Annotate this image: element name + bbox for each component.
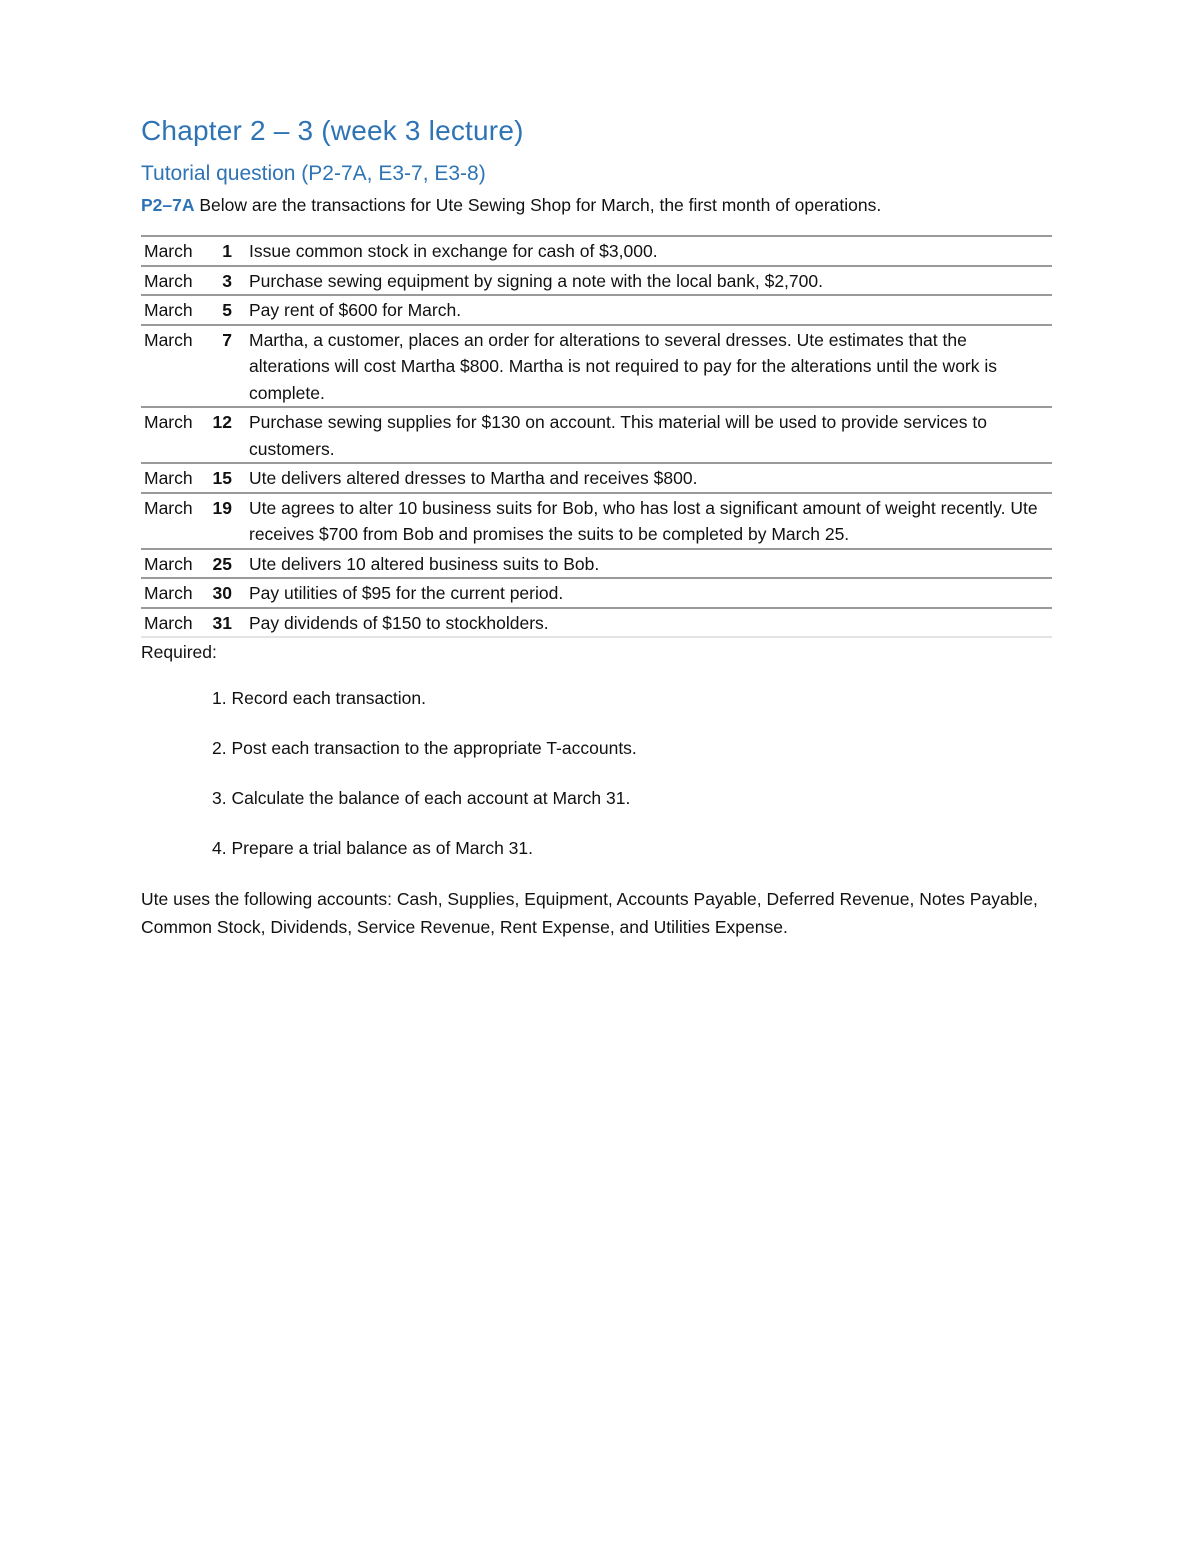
transaction-row <box>141 608 1052 638</box>
transaction-date <box>141 407 249 463</box>
transaction-day: 19 <box>212 497 232 518</box>
transaction-row <box>141 295 1052 325</box>
transaction-day: 31 <box>212 612 232 633</box>
transaction-month: March <box>144 270 193 291</box>
transaction-description: Martha, a customer, places an order for alterations to several dresses. Ute estimates that the alterations will cost Martha $800. Martha is not required to pay for the alterations until the work is complete. <box>249 329 998 403</box>
transaction-date <box>141 463 249 493</box>
transaction-row <box>141 493 1052 549</box>
problem-intro <box>141 192 1059 218</box>
step-item: 3. Calculate the balance of each account at March 31. <box>212 788 631 808</box>
required-label: Required: <box>141 642 217 662</box>
transaction-month: March <box>144 553 193 574</box>
transaction-row <box>141 325 1052 408</box>
transaction-date <box>141 549 249 579</box>
step-item: 2. Post each transaction to the appropriate T-accounts. <box>212 738 637 758</box>
transaction-row <box>141 236 1052 266</box>
transaction-date <box>141 325 249 408</box>
transaction-description: Purchase sewing equipment by signing a note with the local bank, $2,700. <box>249 270 823 291</box>
transaction-month: March <box>144 300 193 320</box>
transaction-date <box>141 578 249 608</box>
transaction-description: Pay rent of $600 for March. <box>249 300 462 320</box>
required-steps-list <box>141 685 1059 861</box>
transaction-month: March <box>144 412 193 432</box>
chapter-title: Chapter 2 – 3 (week 3 lecture) <box>141 115 524 146</box>
transaction-date <box>141 493 249 549</box>
transaction-row <box>141 549 1052 579</box>
transaction-date <box>141 295 249 325</box>
transaction-row <box>141 463 1052 493</box>
transaction-month: March <box>144 329 193 350</box>
problem-tag: P2–7A <box>141 195 195 215</box>
transaction-day: 15 <box>212 468 232 488</box>
transaction-description: Ute delivers altered dresses to Martha and receives $800. <box>249 468 698 488</box>
transaction-day: 3 <box>222 270 232 291</box>
transaction-day: 5 <box>222 300 232 320</box>
transaction-row <box>141 266 1052 296</box>
step-item: 1. Record each transaction. <box>212 688 427 708</box>
transactions-table <box>141 235 1052 638</box>
transaction-day: 7 <box>222 329 232 350</box>
step-item: 4. Prepare a trial balance as of March 31. <box>212 838 534 858</box>
transaction-day: 12 <box>212 412 232 432</box>
transaction-month: March <box>144 468 193 488</box>
transaction-day: 25 <box>212 553 232 574</box>
transaction-description: Pay dividends of $150 to stockholders. <box>249 612 549 633</box>
transaction-day: 30 <box>212 583 232 603</box>
transaction-month: March <box>144 497 193 518</box>
tutorial-subtitle: Tutorial question (P2-7A, E3-7, E3-8) <box>141 162 486 185</box>
problem-intro-text: Below are the transactions for Ute Sewing Shop for March, the first month of operations. <box>194 195 882 215</box>
transaction-month: March <box>144 583 193 603</box>
transaction-description: Pay utilities of $95 for the current period. <box>249 583 564 603</box>
document-content <box>141 112 1059 941</box>
transaction-month: March <box>144 612 193 633</box>
transaction-month: March <box>144 241 193 261</box>
transaction-date <box>141 236 249 266</box>
transaction-description: Ute agrees to alter 10 business suits for Bob, who has lost a significant amount of weight recently. Ute receives $700 from Bob and promises the suits to be completed by March 25. <box>249 497 1038 544</box>
transaction-description: Ute delivers 10 altered business suits to Bob. <box>249 553 600 574</box>
transaction-day: 1 <box>222 241 232 261</box>
transaction-description: Issue common stock in exchange for cash of $3,000. <box>249 241 658 261</box>
transaction-date <box>141 266 249 296</box>
transaction-description: Purchase sewing supplies for $130 on account. This material will be used to provide services to customers. <box>249 412 987 459</box>
accounts-paragraph: Ute uses the following accounts: Cash, Supplies, Equipment, Accounts Payable, Deferred Revenue, Notes Payable, Common Stock, Dividends, Service Revenue, Rent Expense, and Utilities Expense. <box>141 889 1038 937</box>
transaction-row <box>141 578 1052 608</box>
transaction-date <box>141 608 249 638</box>
transaction-row <box>141 407 1052 463</box>
